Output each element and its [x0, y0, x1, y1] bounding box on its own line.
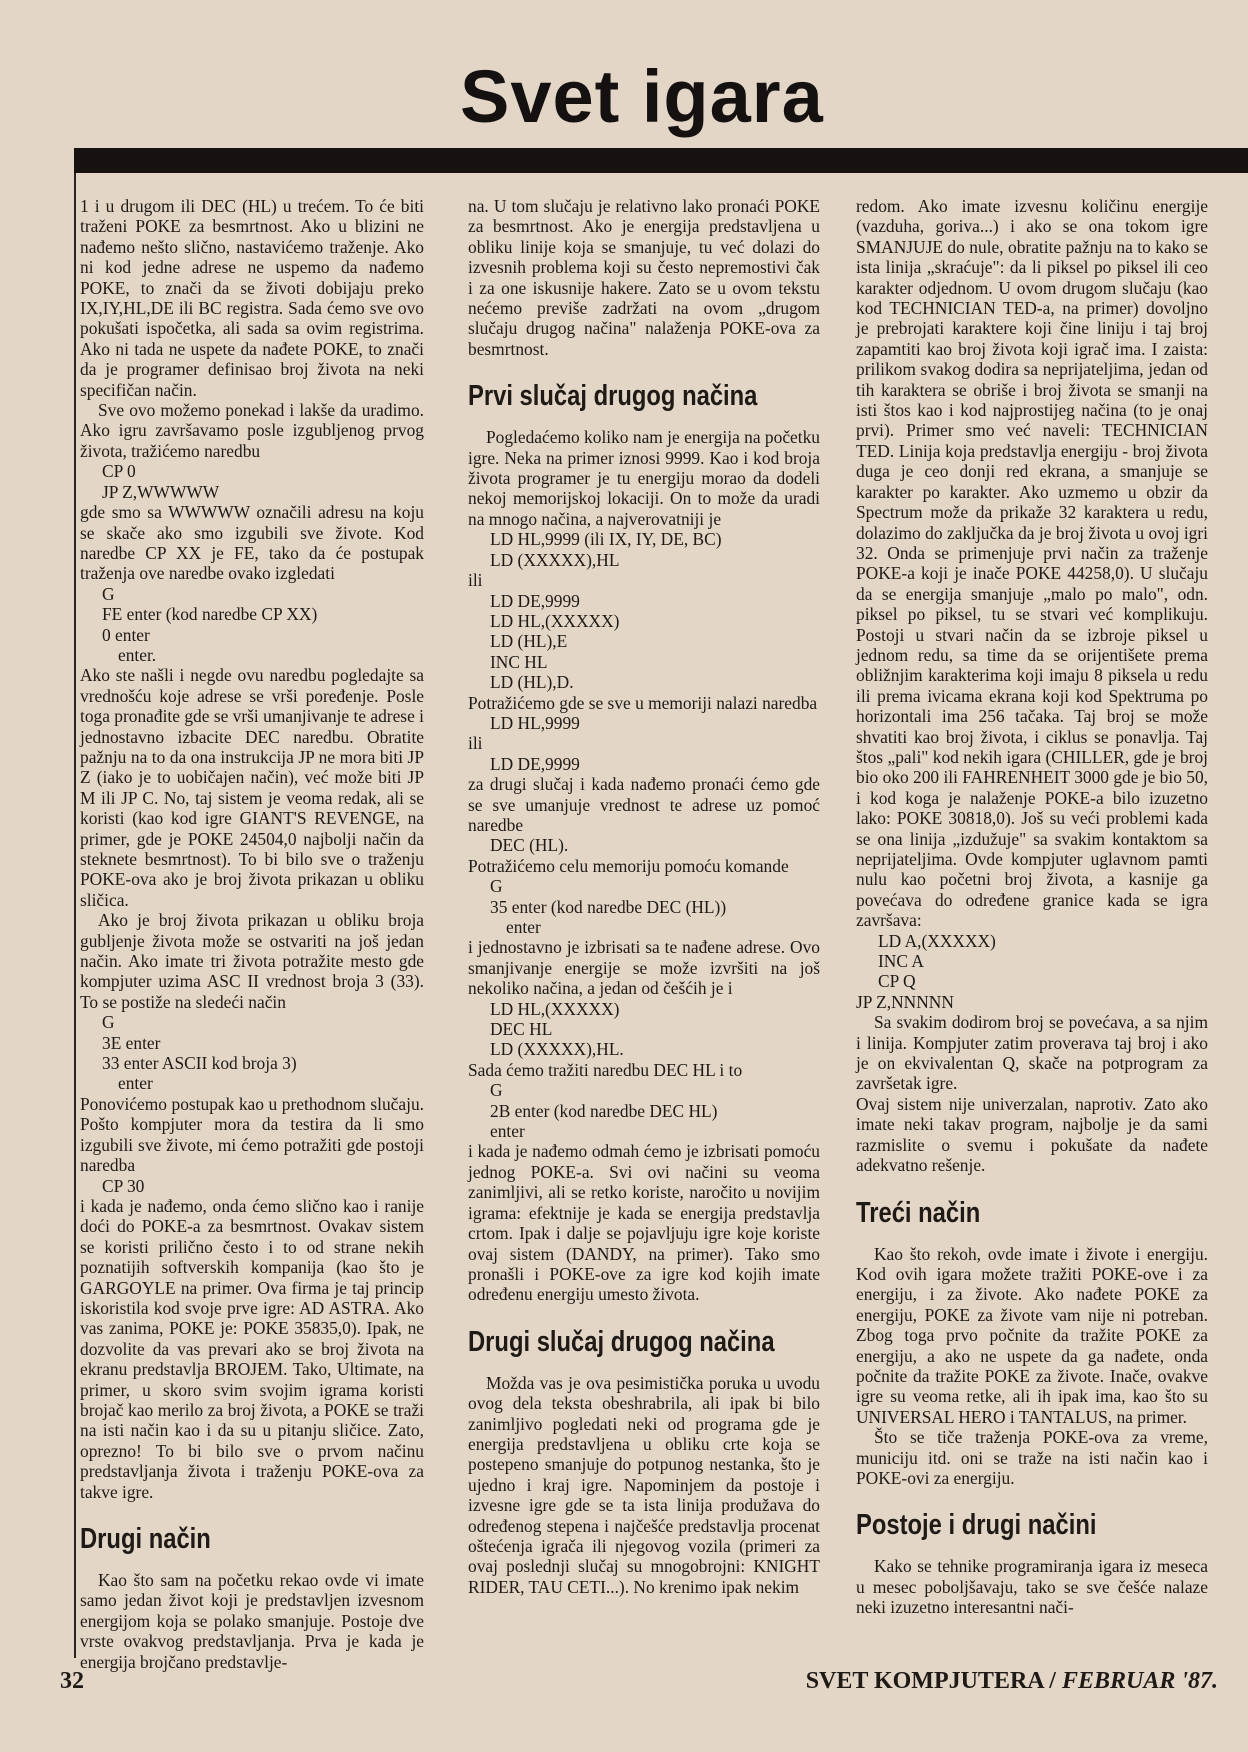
subheading: Treći način — [856, 1196, 981, 1229]
code-line: G — [102, 1012, 115, 1033]
paragraph: Pogledaćemo koliko nam je energija na početku igre. Neka na primer iznosi 9999. Kao i kod broja života programer je tu energiju morao da dodeli nekoj memorijskoj lokaciji. On to može da uradi na mnogo načina, a najverovatniji je — [468, 427, 820, 529]
paragraph: Potražićemo gde se sve u memoriji nalazi naredba — [468, 692, 818, 713]
paragraph: Sve ovo možemo ponekad i lakše da uradimo. Ako igru završavamo posle izgubljenog prvog života, tražićemo naredbu — [80, 400, 424, 461]
code-line: DEC HL — [490, 1019, 553, 1040]
code-line: LD (HL),D. — [490, 672, 574, 693]
subheading: Drugi slučaj drugog načina — [468, 1325, 775, 1358]
subheading: Drugi način — [80, 1523, 211, 1555]
code-line: DEC (HL). — [490, 835, 569, 856]
code-line: LD DE,9999 — [490, 590, 580, 611]
code-line: LD HL,(XXXXX) — [490, 998, 620, 1019]
code-line: enter — [506, 917, 541, 937]
code-line: JP Z,WWWWW — [102, 481, 220, 502]
code-line: enter — [490, 1121, 525, 1142]
paragraph: Kao što sam na početku rekao ovde vi imate samo jedan život koji je predstavljen izvesnom energijom koja se polako smanjuje. Postoje dve vrste ovakvog predstavljanja. Prva je kada je energija brojčano predstavlje- — [80, 1570, 424, 1672]
paragraph: redom. Ako imate izvesnu količinu energije (vazduha, goriva...) i ako se ona tokom igre SMANJUJE do nule, obratite pažnju na to kako se ista linija „skraćuje": da li piksel po piksel ili ceo karakter odjednom. U ovom drugom slučaju (kao kod TECHNICIAN TED-a, na primer) dovoljno je prebrojati karaktere koji čine liniju i taj broj zapamtiti kao broj života koji igrač ima. I zaista: prilikom svakog dodira sa neprijateljima, jedan od tih karaktera se obriše i broj života se smanji na isti štos kao i kod najprostijeg načina (to je onaj prvi). Primer smo već naveli: TECHNICIAN TED. Linija koja predstavlja energiju - broj života duga je ceo donji red ekrana, a smanjuje se karakter po karakter. Ako uzmemo u obzir da Spectrum može da prikaže 32 karaktera u redu, dolazimo do zaključka da je broj života u ovoj igri 32. Onda se primenjuje prvi način za traženje POKE-a koji je inače POKE 44258,0). U slučaju da se energija smanjuje „malo po malo", odn. piksel po piksel, tu se stvari već komplikuju. Postoji u stvari način da se izbroje piksel u jednom redu, sa time da se orijentišete prema obližnjim karakterima koji imaju 8 piksela u redu ili prema ivicama ekrana koji kod Spektruma po horizontali ima 256 tačaka. Taj broj se može shvatiti kao broj života, i ciklus se ponavlja. Taj štos „pali" kod nekih igara (CHILLER, gde je broj bio oko 200 ili FAHRENHEIT 3000 gde je bio 50, i kod koga je nalaženje POKE-a bilo izuzetno lako: POKE 30818,0). Još su veći problemi kada se ona linija „izdužuje" sa svakim kontaktom sa neprijateljima. Ovde kompjuter uglavnom pamti nulu kao početni broj života, a kasnije ga povećava do određene granice kada se igra završava: — [856, 196, 1208, 931]
code-line: LD (XXXXX),HL — [490, 549, 620, 570]
code-line: INC HL — [490, 651, 548, 672]
magazine-footer — [806, 1666, 1218, 1696]
paragraph: za drugi slučaj i kada nađemo pronaći ćemo gde se sve umanjuje vrednost te adrese uz pomoć naredbe — [468, 774, 820, 835]
paragraph: Kao što rekoh, ovde imate i živote i energiju. Kod ovih igara možete tražiti POKE-ove i za energiju, i za živote. Ako nađete POKE za energiju, POKE za živote vam nije ni potreban. Zbog toga prvo počnite da tražite POKE za energiju, a ako ne uspete da ga nađete, onda počnite da tražite POKE za živote. Inače, ovakve igre su veoma retke, ali ih ipak ima, kao što su UNIVERSAL HERO i TANTALUS, na primer. — [856, 1243, 1208, 1427]
code-line: LD DE,9999 — [490, 753, 580, 774]
code-line: enter — [118, 1073, 153, 1094]
paragraph: Potražićemo celu memoriju pomoću komande — [468, 855, 789, 876]
article-column-2 — [468, 196, 820, 1597]
paragraph: i kada je nađemo, onda ćemo slično kao i ranije doći do POKE-a za besmrtnost. Ovakav sistem se koristi prilično često i to od strane nekih poznatijih softverskih kompanija (kao što je GARGOYLE na primer. Ova firma je taj princip iskoristila kod svoje prve igre: AD ASTRA. Ako vas zanima, POKE je: POKE 35835,0). Ipak, ne dozvolite da vas prevari ako se broj života na ekranu predstavlja BROJEM. Tako, Ultimate, na primer, u skoro svim svojim igrama koristi brojač kao merilo za broj života, a POKE se traži na isti način kao i da su u pitanju sličice. Zato, oprezno! To bi bilo sve o prvom načinu predstavljanja života i traženju POKE-ova za takve igre. — [80, 1195, 424, 1502]
code-line: CP 30 — [102, 1175, 145, 1196]
paragraph: Ovaj sistem nije univerzalan, naprotiv. Zato ako imate neki takav program, najbolje je da sami razmislite o svemu i pokušate da nađete adekvatno rešenje. — [856, 1093, 1208, 1176]
paragraph: Sa svakim dodirom broj se povećava, a sa njim i linija. Kompjuter zatim proverava taj broj i ako je on ekvivalentan Q, skače na potprogram za završetak igre. — [856, 1012, 1208, 1094]
paragraph: Ako ste našli i negde ovu naredbu pogledajte sa vrednošću koje adrese se vrši poređenje. Posle toga pronađite gde se vrši umanjivanje te adrese i jednostavno izbacite DEC naredbu. Obratite pažnju na to da ona instrukcija JP ne mora biti JP Z (iako je to uobičajen način), već može biti JP M ili JP C. No, taj sistem je veoma redak, ali se koristi (kao kod igre GIANT'S REVENGE, na primer, gde je POKE 24504,0 najbolji način da steknete besmrtnost). To bi bilo sve o traženju POKE-ova ako je broj života prikazan u obliku sličica. — [80, 665, 424, 910]
paragraph: gde smo sa WWWWW označili adresu na koju se skače ako smo izgubili sve živote. Kod naredbe CP XX je FE, tako da će postupak traženja ove naredbe ovako izgledati — [80, 502, 424, 584]
paragraph: ili — [468, 733, 483, 754]
code-line: LD (HL),E — [490, 631, 568, 652]
paragraph: i kada je nađemo odmah ćemo je izbrisati pomoću jednog POKE-a. Svi ovi načini su veoma zanimljivi, ali se retko koriste, naročito u novijim igrama: efektnije je kada se energija predstavlja crtom. Ipak i dalje se pojavljuju igre koje koriste ovaj sistem (DANDY, na primer). Tako smo pronašli i POKE-ove za igre kod kojih imate određenu energiju umesto života. — [468, 1141, 820, 1305]
magazine-name: SVET KOMPJUTERA / — [805, 1668, 1062, 1694]
code-line: G — [490, 1080, 503, 1101]
column-frame-line — [74, 173, 76, 1658]
code-line: LD (XXXXX),HL. — [490, 1039, 624, 1060]
paragraph: Kako se tehnike programiranja igara iz meseca u mesec poboljšavaju, tako se sve češće nalaze neki izuzetno interesantni nači- — [856, 1556, 1208, 1618]
header-rule — [74, 148, 1248, 173]
section-title: Svet igara — [460, 55, 824, 138]
code-line: 35 enter (kod naredbe DEC (HL)) — [490, 896, 727, 917]
code-line: INC A — [878, 951, 924, 972]
paragraph: Ponovićemo postupak kao u prethodnom slučaju. Pošto kompjuter mora da testira da li smo izgubili sve živote, mi ćemo potražiti gde postoji naredba — [80, 1093, 424, 1176]
code-line: FE enter (kod naredbe CP XX) — [102, 604, 318, 625]
paragraph: Ako je broj života prikazan u obliku broja gubljenje života može se ostvariti na još jedan način. Ako imate tri života potražite mesto gde kompjuter uzima ASC II vrednost broja 3 (33). To se postiže na sledeći način — [80, 910, 424, 1012]
code-line: JP Z,NNNNN — [856, 991, 954, 1012]
subheading: Prvi slučaj drugog načina — [468, 380, 758, 413]
code-line: LD HL,(XXXXX) — [490, 610, 620, 631]
code-line: G — [102, 583, 115, 604]
issue-date: FEBRUAR '87. — [1061, 1668, 1218, 1694]
code-line: CP 0 — [102, 461, 136, 482]
paragraph: i jednostavno je izbrisati sa te nađene adrese. Ovo smanjivanje energije se može izvršiti na još nekoliko načina, a jedan od češćih je i — [468, 937, 820, 999]
code-line: CP Q — [878, 971, 916, 992]
paragraph: na. U tom slučaju je relativno lako pronaći POKE za besmrtnost. Ako je energija predstavljena u obliku linije koja se smanjuje, tu već dolazi do izvesnih problema koji su često nepremostivi čak i za one iskusnije hakere. Zato se u ovom tekstu nećemo previše zadržati na ovom „drugom slučaju drugog načina" nalaženja POKE-ova za besmrtnost. — [468, 196, 820, 359]
subheading: Postoje i drugi načini — [856, 1509, 1097, 1542]
code-line: 0 enter — [102, 624, 150, 645]
paragraph: ili — [468, 570, 483, 591]
page-number: 32 — [60, 1668, 84, 1694]
paragraph: 1 i u drugom ili DEC (HL) u trećem. To će biti traženi POKE za besmrtnost. Ako u blizini ne nađemo nešto slično, nastavićemo traženje. Ako ni kod jedne adrese ne uspemo da nađemo POKE, to znači da se životi dobijaju preko IX,IY,HL,DE ili BC registra. Sada ćemo sve ovo pokušati ispočetka, ali sada sa ovim registrima. Ako ni tada ne uspete da nađete POKE, to znači da je programer definisao broj života na neki specifičan način. — [80, 196, 424, 400]
code-line: LD HL,9999 — [490, 712, 580, 733]
paragraph: Što se tiče traženja POKE-ova za vreme, municiju itd. oni se traže na isti način kao i POKE-ovi za energiju. — [856, 1427, 1208, 1488]
code-line: 33 enter ASCII kod broja 3) — [102, 1053, 297, 1074]
code-line: 2B enter (kod naredbe DEC HL) — [490, 1100, 718, 1121]
paragraph: Sada ćemo tražiti naredbu DEC HL i to — [468, 1059, 743, 1080]
code-line: 3E enter — [102, 1032, 161, 1053]
article-column-1 — [80, 196, 424, 1672]
code-line: LD A,(XXXXX) — [878, 930, 996, 951]
code-line: G — [490, 876, 503, 897]
code-line: enter. — [118, 644, 157, 665]
code-line: LD HL,9999 (ili IX, IY, DE, BC) — [490, 529, 722, 550]
paragraph: Možda vas je ova pesimistička poruka u uvodu ovog dela teksta obeshrabrila, ali ipak bi bilo zanimljivo pogledati neki od programa gde je energija predstavljena u obliku crte koja se postepeno smanjuje do potpunog nestanka, što je ujedno i kraj igre. Napominjem da postoje i izvesne igre gde se ta ista linija produžava do određenog stepena i najčešće predstavlja procenat oštećenja igrača ili njegovog vozila (primeri za ovaj poslednji slučaj su mnogobrojni: KNIGHT RIDER, TAU CETI...). No krenimo ipak nekim — [468, 1372, 820, 1597]
article-column-3 — [856, 196, 1208, 1618]
